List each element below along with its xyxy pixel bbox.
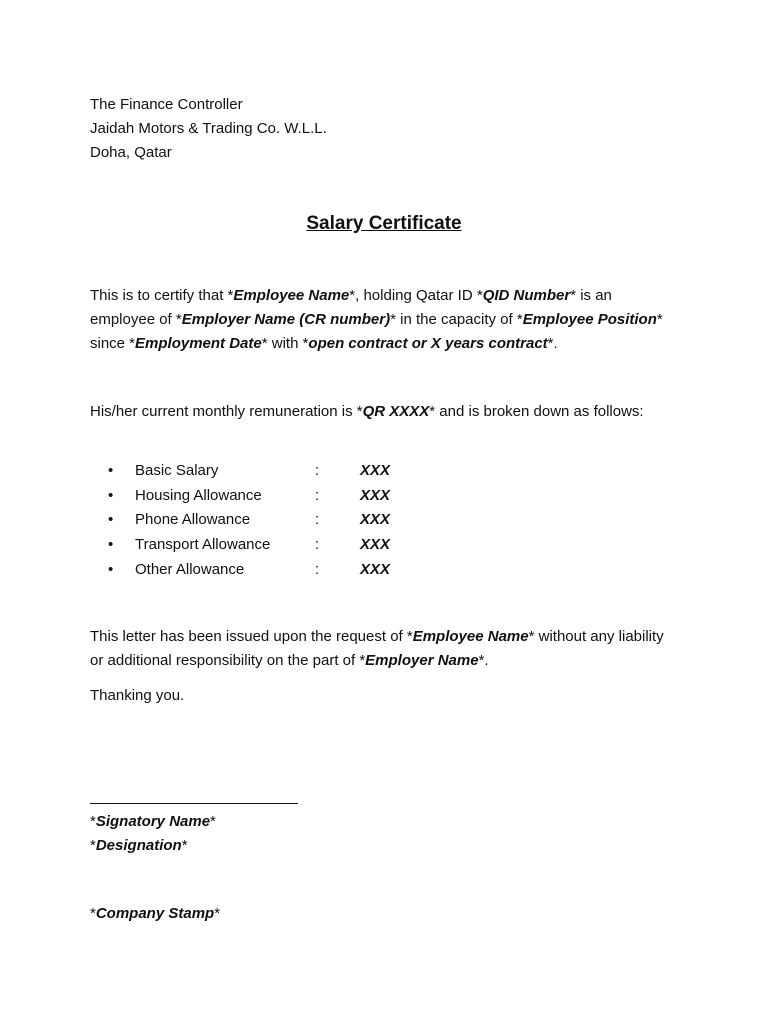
list-item bbox=[108, 558, 508, 583]
company-stamp-prefix: * bbox=[90, 905, 96, 922]
designation-suffix: * bbox=[181, 837, 188, 854]
breakdown-label: Transport Allowance bbox=[135, 536, 271, 554]
para1-text-5: * since * bbox=[90, 311, 663, 352]
list-item bbox=[108, 533, 508, 558]
bullet-icon: • bbox=[108, 462, 114, 479]
address-line-3: Doha, Qatar bbox=[90, 144, 172, 161]
employer-name-placeholder: Employer Name (CR number) bbox=[181, 311, 391, 328]
breakdown-label: Phone Allowance bbox=[135, 511, 251, 529]
signatory-name-placeholder: Signatory Name bbox=[95, 813, 211, 830]
para1-text-6: * with * bbox=[261, 335, 309, 352]
recipient-address bbox=[90, 93, 327, 165]
certification-paragraph bbox=[90, 284, 670, 356]
employer-name-placeholder: Employer Name bbox=[365, 652, 479, 669]
para3-text-2: * without any liability or additional responsibility on the part of * bbox=[90, 628, 664, 669]
bullet-icon: • bbox=[108, 511, 114, 529]
address-line-2: Jaidah Motors & Trading Co. W.L.L. bbox=[90, 120, 327, 137]
breakdown-label: Other Allowance bbox=[135, 560, 245, 578]
signatory-name bbox=[90, 810, 216, 834]
company-stamp bbox=[90, 902, 220, 926]
list-item bbox=[108, 508, 508, 533]
breakdown-value: XXX bbox=[360, 462, 391, 479]
para3-text-3: *. bbox=[478, 652, 489, 669]
breakdown-label: Basic Salary bbox=[135, 462, 219, 479]
breakdown-value: XXX bbox=[360, 536, 391, 554]
company-stamp-placeholder: Company Stamp bbox=[95, 905, 215, 922]
breakdown-value: XXX bbox=[360, 486, 391, 504]
para1-text-7: *. bbox=[547, 335, 558, 352]
bullet-icon: • bbox=[108, 560, 114, 578]
signatory-name-prefix: * bbox=[90, 813, 96, 830]
breakdown-separator: : bbox=[315, 511, 320, 529]
signature-line bbox=[90, 792, 298, 804]
employee-position-placeholder: Employee Position bbox=[522, 311, 657, 328]
para2-text-2: * and is broken down as follows: bbox=[429, 403, 644, 420]
designation-prefix: * bbox=[90, 837, 96, 854]
breakdown-separator: : bbox=[315, 462, 320, 479]
breakdown-separator: : bbox=[315, 486, 320, 504]
contract-type-placeholder: open contract or X years contract bbox=[308, 335, 548, 352]
breakdown-separator: : bbox=[315, 560, 320, 578]
para1-text-4: * in the capacity of * bbox=[390, 311, 523, 328]
breakdown-label: Housing Allowance bbox=[135, 486, 262, 504]
signatory-name-suffix: * bbox=[210, 813, 216, 830]
list-item bbox=[108, 459, 508, 484]
para3-text-1: This letter has been issued upon the request of * bbox=[90, 628, 413, 645]
request-paragraph bbox=[90, 625, 670, 673]
breakdown-value: XXX bbox=[360, 560, 391, 578]
document-title: Salary Certificate bbox=[306, 213, 462, 234]
para2-text-1: His/her current monthly remuneration is * bbox=[90, 403, 363, 420]
remuneration-paragraph bbox=[90, 400, 670, 424]
para1-text-1: This is to certify that * bbox=[90, 287, 234, 304]
closing-text: Thanking you. bbox=[90, 687, 185, 704]
breakdown-value: XXX bbox=[360, 511, 391, 529]
salary-breakdown-list bbox=[108, 459, 508, 582]
breakdown-separator: : bbox=[315, 536, 320, 554]
qid-number-placeholder: QID Number bbox=[482, 287, 571, 304]
address-line-1: The Finance Controller bbox=[90, 96, 243, 113]
employment-date-placeholder: Employment Date bbox=[135, 335, 262, 352]
bullet-icon: • bbox=[108, 486, 114, 504]
designation bbox=[90, 834, 188, 858]
bullet-icon: • bbox=[108, 536, 114, 554]
company-stamp-suffix: * bbox=[214, 905, 221, 922]
para1-text-3: * is an employee of * bbox=[90, 287, 612, 328]
employee-name-placeholder: Employee Name bbox=[412, 628, 529, 645]
total-salary-placeholder: QR XXXX bbox=[362, 403, 430, 420]
list-item bbox=[108, 484, 508, 509]
designation-placeholder: Designation bbox=[95, 837, 182, 854]
para1-text-2: *, holding Qatar ID * bbox=[349, 287, 483, 304]
employee-name-placeholder: Employee Name bbox=[233, 287, 350, 304]
